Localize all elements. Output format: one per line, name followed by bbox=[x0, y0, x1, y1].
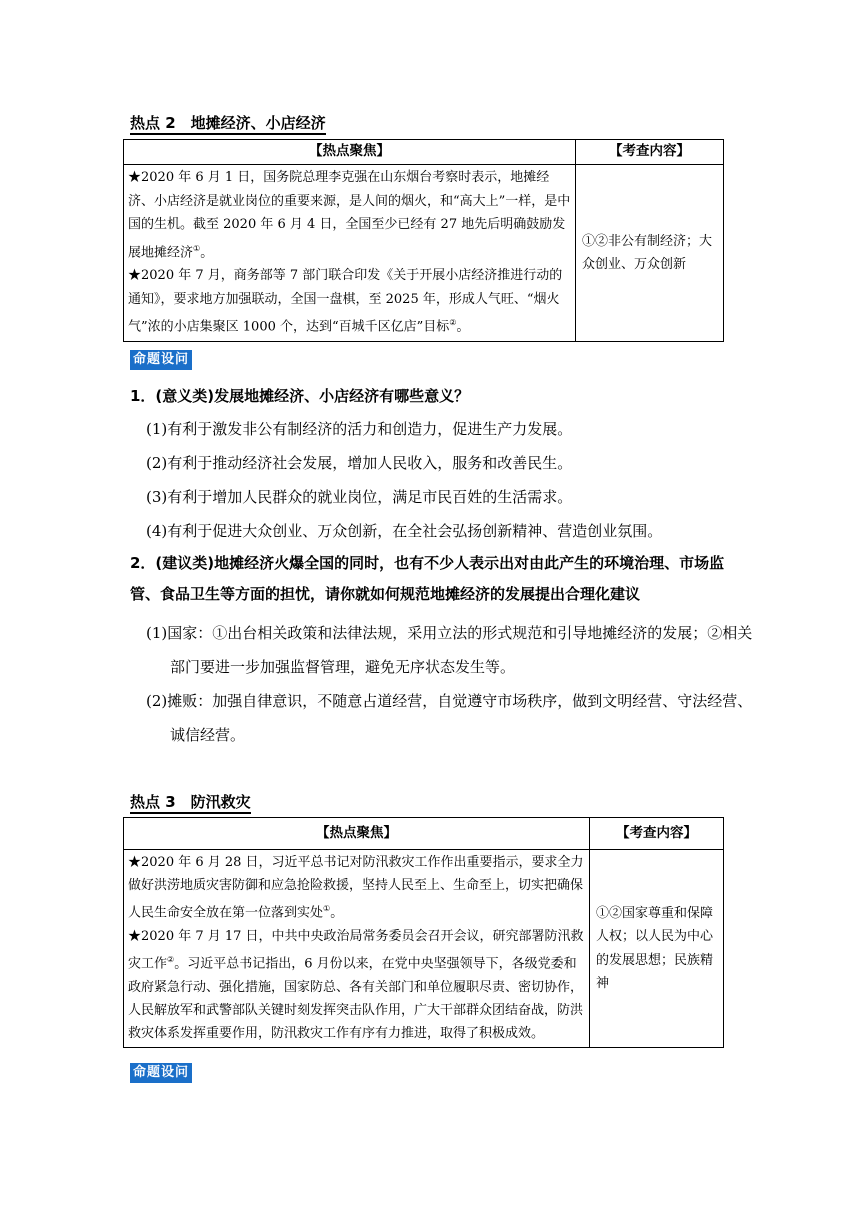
hotspot3-table bbox=[123, 817, 724, 1048]
question-2: 2．(建议类)地摊经济火爆全国的同时，也有不少人表示出对由此产生的环境治理、市场监管、食品卫生等方面的担忧，请你就如何规范地摊经济的发展提出合理化建议 bbox=[130, 554, 725, 603]
hotspot3-title-text: 热点 3 防汛救灾 bbox=[130, 793, 251, 814]
hotspot2-table bbox=[123, 139, 724, 342]
hotspot2-title-text: 热点 2 地摊经济、小店经济 bbox=[130, 114, 326, 135]
content-header: 【考查内容】 bbox=[576, 140, 724, 165]
hotspot3-title bbox=[130, 791, 251, 812]
answer-2-2: (2)摊贩：加强自律意识，不随意占道经营，自觉遵守市场秩序，做到文明经营、守法经营、诚信经营。 bbox=[146, 692, 753, 744]
content-cell: ①②国家尊重和保障人权；以人民为中心的发展思想；民族精神 bbox=[590, 850, 724, 1048]
focus-item-2: ★2020 年 7 月 17 日，中共中央政治局常务委员会召开会议，研究部署防汛救灾工作②。习近平总书记指出，6 月份以来，在党中央坚强领导下，各级党委和政府紧急行动、强化措施，国家防总、各有关部门和单位履职尽责、密切协作，人民解放军和武警部队关键时刻发挥突击队作用，广大干部群众团结奋战，防洪救灾体系发挥重要作用，防汛救灾工作有序有力推进，取得了积极成效。 bbox=[128, 928, 584, 1042]
question-badge: 命题设问 bbox=[130, 1063, 192, 1083]
focus-header: 【热点聚焦】 bbox=[124, 818, 590, 850]
focus-item-2: ★2020 年 7 月，商务部等 7 部门联合印发《关于开展小店经济推进行动的通知》，要求地方加强联动，全国一盘棋，至 2025 年，形成人气旺、“烟火气”浓的小店集聚区 1000 个，达到“百城千区亿店”目标②。 bbox=[128, 268, 563, 335]
focus-header: 【热点聚焦】 bbox=[124, 140, 576, 165]
answer-1-1: (1)有利于激发非公有制经济的活力和创造力，促进生产力发展。 bbox=[146, 420, 573, 438]
focus-item-1: ★2020 年 6 月 28 日，习近平总书记对防汛救灾工作作出重要指示，要求全力做好洪涝地质灾害防御和应急抢险救援，坚持人民至上、生命至上，切实把确保人民生命安全放在第一位落到实处①。 bbox=[128, 855, 584, 921]
question-badge: 命题设问 bbox=[130, 350, 192, 370]
focus-item-1: ★2020 年 6 月 1 日，国务院总理李克强在山东烟台考察时表示，地摊经济、小店经济是就业岗位的重要来源，是人间的烟火，和“高大上”一样，是中国的生机。截至 2020 年 6 月 4 日，全国至少已经有 27 地先后明确鼓励发展地摊经济①。 bbox=[128, 170, 571, 260]
focus-cell bbox=[124, 165, 576, 342]
answer-1-3: (3)有利于增加人民群众的就业岗位，满足市民百姓的生活需求。 bbox=[146, 488, 573, 506]
content-header: 【考查内容】 bbox=[590, 818, 724, 850]
question-1: 1．(意义类)发展地摊经济、小店经济有哪些意义？ bbox=[130, 387, 470, 405]
answer-1-2: (2)有利于推动经济社会发展，增加人民收入，服务和改善民生。 bbox=[146, 454, 573, 472]
answer-2-1: (1)国家：①出台相关政策和法律法规，采用立法的形式规范和引导地摊经济的发展；②相关部门要进一步加强监督管理，避免无序状态发生等。 bbox=[146, 624, 753, 676]
answer-1-4: (4)有利于促进大众创业、万众创新，在全社会弘扬创新精神、营造创业氛围。 bbox=[146, 522, 663, 540]
hotspot2-title bbox=[130, 112, 326, 133]
content-cell: ①②非公有制经济；大众创业、万众创新 bbox=[576, 165, 724, 342]
focus-cell bbox=[124, 850, 590, 1048]
